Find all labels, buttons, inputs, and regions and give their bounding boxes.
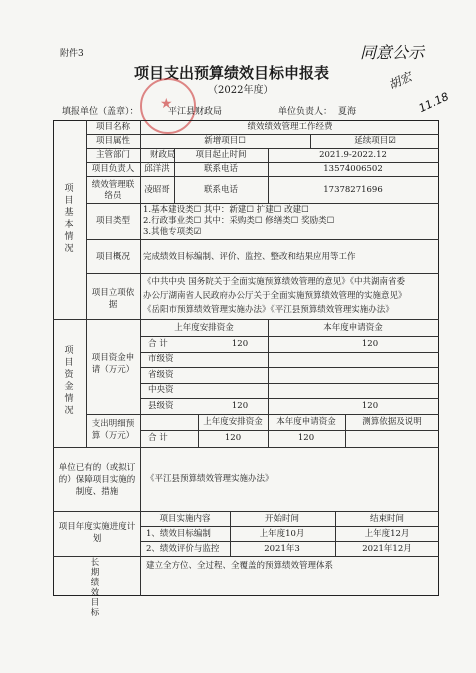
leader-value: 夏海	[338, 107, 357, 117]
fund-row-label: 市级资	[148, 354, 174, 364]
tel-value-2: 17378271696	[323, 185, 383, 195]
attr-new-option: 新增项目☐	[204, 136, 246, 146]
year-label: （2022年度）	[208, 85, 274, 96]
schedule-end: 2021年12月	[362, 544, 412, 554]
basis-line-1: 《中共中央 国务院关于全面实施预算绩效管理的意见》《中共湖南省委	[143, 277, 405, 287]
overview-label: 项目概况	[95, 252, 131, 262]
unit-label: 填报单位（盖章）：	[62, 107, 139, 117]
leader-label: 单位负责人：	[278, 107, 333, 117]
schedule-end: 上年度12月	[364, 529, 410, 539]
basis-line-2: 办公厅湖南省人民政府办公厅关于全面实施预算绩效管理的实施意见》	[143, 291, 407, 301]
period-value: 2021.9-2022.12	[319, 150, 387, 160]
tel-label-1: 联系电话	[203, 164, 239, 174]
dept-value: 财政局	[150, 150, 176, 160]
tel-label-2: 联系电话	[203, 185, 239, 195]
leader-person-label: 项目负责人	[91, 164, 135, 174]
schedule-col-end: 结束时间	[369, 514, 405, 524]
basis-label: 项目立项依据	[91, 288, 135, 310]
longterm-value: 建立全方位、全过程、全覆盖的预算绩效管理体系	[146, 561, 334, 571]
project-name-label: 项目名称	[95, 122, 131, 132]
detail-label: 支出明细预算（万元）	[91, 419, 135, 441]
contact-label: 绩效管理联络员	[91, 180, 135, 201]
section-system-label: 单位已有的（或拟订的）保障项目实施的制度、措施	[58, 463, 136, 497]
detail-total-cur: 120	[297, 433, 315, 443]
contact-value: 凌昭哥	[144, 185, 170, 195]
fund-row-label: 省级资	[148, 370, 174, 380]
schedule-start: 上年度10月	[259, 529, 305, 539]
type-line-3: 3.其他专项类☑	[143, 227, 202, 237]
fund-row-label: 县级资	[148, 401, 174, 411]
detail-col-prev: 上年度安排资金	[203, 417, 263, 427]
fund-row-prev: 120	[231, 401, 249, 411]
handwritten-signature-name: 胡宏	[386, 69, 415, 93]
fund-row-cur: 120	[361, 339, 379, 349]
fund-row-label: 中央资	[148, 385, 174, 395]
schedule-start: 2021年3	[264, 544, 300, 554]
detail-total-label: 合 计	[148, 433, 168, 443]
col-prev-label: 上年度安排资金	[174, 323, 234, 333]
handwritten-date: 11.18	[416, 89, 451, 116]
dept-label: 主管部门	[95, 150, 131, 160]
detail-total-prev: 120	[224, 433, 242, 443]
project-name-value: 绩效绩效管理工作经费	[247, 122, 333, 132]
handwritten-signature: 同意公示	[360, 43, 425, 62]
section-schedule-label: 项目年度实施进度计划	[58, 522, 136, 544]
fund-row-prev: 120	[231, 339, 249, 349]
type-line-2: 2.行政事业类☐ 其中：采购类☐ 修缮类☐ 奖励类☐	[143, 216, 335, 226]
apply-label: 项目资金申请（万元）	[91, 353, 135, 375]
overview-value: 完成绩效目标编制、评价、监控、整改和结果应用等工作	[143, 252, 356, 262]
seal-star-icon: ★	[160, 96, 173, 112]
detail-col-note: 测算依据及说明	[362, 417, 422, 427]
section-funds-label: 项目资金情况	[64, 346, 74, 416]
system-value: 《平江县预算绩效管理实施办法》	[146, 474, 274, 484]
section-basic-label: 项目基本情况	[64, 184, 74, 254]
unit-value: 平江县财政局	[168, 107, 223, 117]
col-cur-label: 本年度申请资金	[323, 323, 383, 333]
period-label: 项目起止时间	[195, 150, 247, 160]
schedule-task: 1、绩效目标编制	[146, 529, 211, 539]
project-attr-label: 项目属性	[95, 136, 131, 146]
basis-line-3: 《岳阳市预算绩效管理实施办法》《平江县预算绩效管理实施办法》	[143, 305, 394, 315]
type-line-1: 1.基本建设类☐ 其中：新建☐ 扩建☐ 改建☐	[143, 205, 309, 215]
project-type-label: 项目类型	[95, 216, 131, 226]
fund-row-label: 合 计	[148, 339, 168, 349]
section-longterm-label: 长期绩效目标	[90, 558, 100, 618]
tel-value-1: 13574006502	[323, 164, 383, 174]
detail-col-cur: 本年度申请资金	[276, 417, 336, 427]
leader-person-value: 邱洋洪	[144, 164, 170, 174]
schedule-col-start: 开始时间	[264, 514, 300, 524]
attr-continuing-option: 延续项目☑	[354, 136, 396, 146]
fund-row-cur: 120	[361, 401, 379, 411]
page-title: 项目支出预算绩效目标申报表	[134, 64, 330, 82]
schedule-task: 2、绩效评价与监控	[146, 544, 220, 554]
schedule-col-task: 项目实施内容	[159, 514, 211, 524]
attachment-label: 附件3	[60, 49, 84, 59]
